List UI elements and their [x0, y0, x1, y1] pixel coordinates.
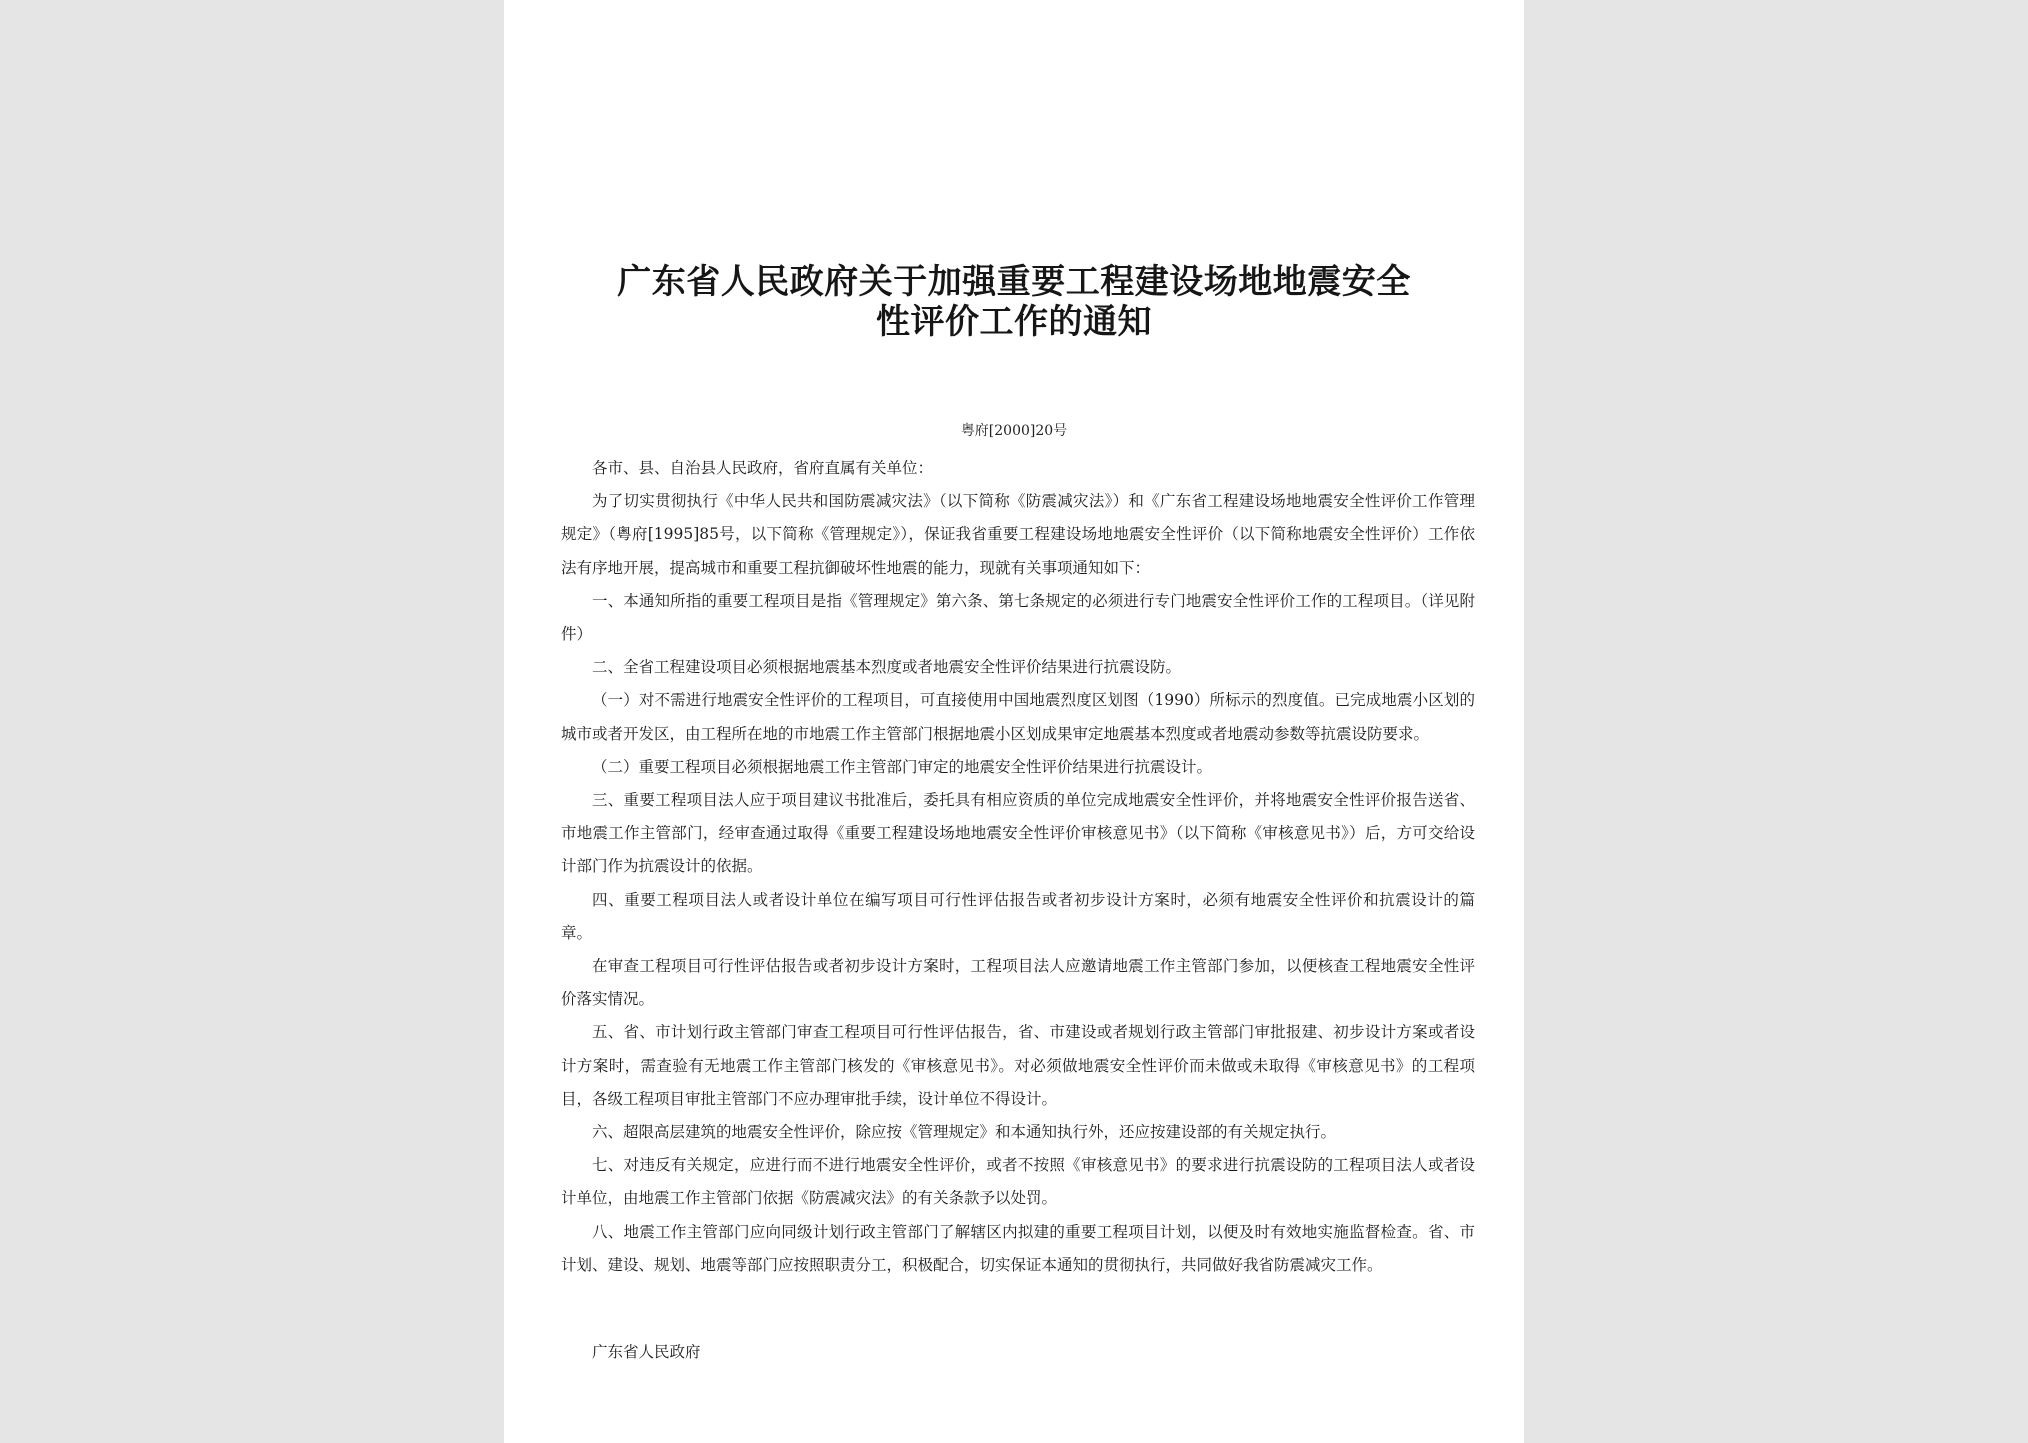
signature: 广东省人民政府 [592, 1343, 701, 1361]
paragraph-item-2-sub-1: （一）对不需进行地震安全性评价的工程项目，可直接使用中国地震烈度区划图（1990）所标示的烈度值。已完成地震小区划的城市或者开发区，由工程所在地的市地震工作主管部门根据地震小区划成果审定地震基本烈度或者地震动参数等抗震设防要求。 [561, 691, 1475, 743]
document-number: 粤府[2000]20号 [960, 423, 1068, 439]
paragraph-item-4-cont: 在审查工程项目可行性评估报告或者初步设计方案时，工程项目法人应邀请地震工作主管部门参加，以便核查工程地震安全性评价落实情况。 [561, 957, 1475, 1009]
document-page [504, 0, 1524, 1443]
paragraph-item-2-sub-2: （二）重要工程项目必须根据地震工作主管部门审定的地震安全性评价结果进行抗震设计。 [592, 757, 1213, 776]
paragraph-item-7: 七、对违反有关规定，应进行而不进行地震安全性评价，或者不按照《审核意见书》的要求进行抗震设防的工程项目法人或者设计单位，由地震工作主管部门依据《防震减灾法》的有关条款予以处罚。 [561, 1156, 1475, 1208]
paragraph-item-3: 三、重要工程项目法人应于项目建议书批准后，委托具有相应资质的单位完成地震安全性评价，并将地震安全性评价报告送省、市地震工作主管部门，经审查通过取得《重要工程建设场地地震安全性评价审核意见书》（以下简称《审核意见书》）后，方可交给设计部门作为抗震设计的依据。 [561, 791, 1475, 876]
paragraph-intro: 为了切实贯彻执行《中华人民共和国防震减灾法》（以下简称《防震减灾法》）和《广东省工程建设场地地震安全性评价工作管理规定》（粤府[1995]85号，以下简称《管理规定》），保证我省重要工程建设场地地震安全性评价（以下简称地震安全性评价）工作依法有序地开展，提高城市和重要工程抗御破坏性地震的能力，现就有关事项通知如下： [561, 492, 1475, 577]
salutation: 各市、县、自治县人民政府，省府直属有关单位： [592, 459, 934, 477]
title-line-1: 广东省人民政府关于加强重要工程建设场地地震安全 [617, 262, 1411, 302]
paragraph-item-2: 二、全省工程建设项目必须根据地震基本烈度或者地震安全性评价结果进行抗震设防。 [592, 658, 1182, 677]
paragraph-item-4: 四、重要工程项目法人或者设计单位在编写项目可行性评估报告或者初步设计方案时，必须有地震安全性评价和抗震设计的篇章。 [561, 890, 1475, 942]
document-body [561, 452, 1475, 1282]
paragraph-item-8: 八、地震工作主管部门应向同级计划行政主管部门了解辖区内拟建的重要工程项目计划，以便及时有效地实施监督检查。省、市计划、建设、规划、地震等部门应按照职责分工，积极配合，切实保证本通知的贯彻执行，共同做好我省防震减灾工作。 [561, 1222, 1475, 1274]
document-title [594, 262, 1434, 342]
paragraph-item-6: 六、超限高层建筑的地震安全性评价，除应按《管理规定》和本通知执行外，还应按建设部的有关规定执行。 [592, 1123, 1337, 1142]
title-line-2: 性评价工作的通知 [876, 302, 1152, 342]
paragraph-item-5: 五、省、市计划行政主管部门审查工程项目可行性评估报告，省、市建设或者规划行政主管部门审批报建、初步设计方案或者设计方案时，需查验有无地震工作主管部门核发的《审核意见书》。对必须做地震安全性评价而未做或未取得《审核意见书》的工程项目，各级工程项目审批主管部门不应办理审批手续，设计单位不得设计。 [561, 1023, 1475, 1108]
paragraph-item-1: 一、本通知所指的重要工程项目是指《管理规定》第六条、第七条规定的必须进行专门地震安全性评价工作的工程项目。（详见附件） [561, 591, 1475, 644]
